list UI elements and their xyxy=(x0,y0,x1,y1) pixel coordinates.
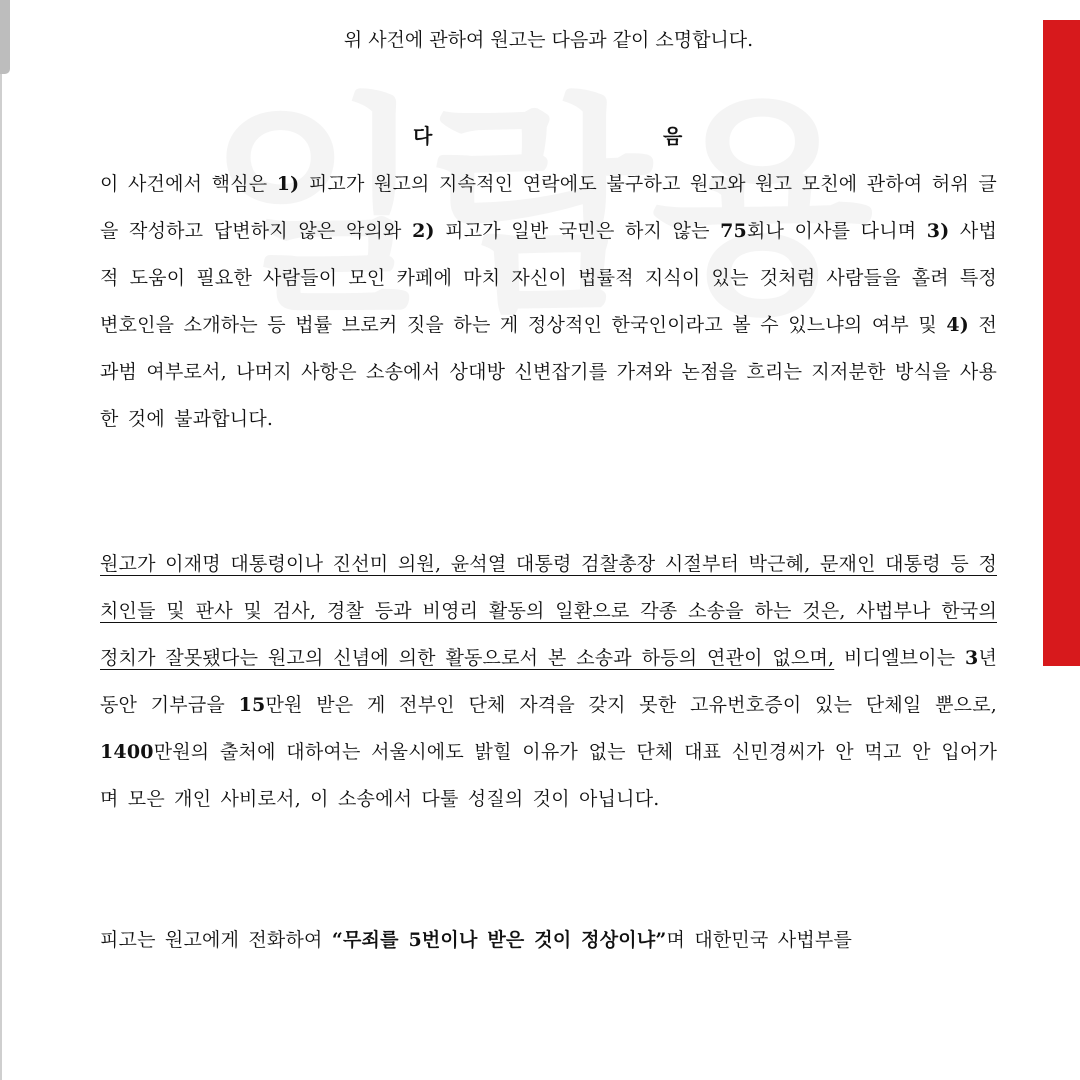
para1-num-4: 3) xyxy=(926,220,950,242)
intro-line: 위 사건에 관하여 원고는 다음과 같이 소명합니다. xyxy=(343,29,754,51)
paragraph-plaintiff-activities xyxy=(100,541,997,823)
heading-left-char: 다 xyxy=(413,124,433,148)
paragraph-defendant-call xyxy=(100,917,997,964)
paragraph-core-issues xyxy=(100,161,997,443)
page-left-edge xyxy=(0,0,2,1080)
para2-num-3: 1400 xyxy=(100,741,154,763)
para1-text-5: 사법적 도움이 필요한 사람들이 모인 카페에 마치 자신이 법률적 지식이 있는 것처럼 사람들을 홀려 특정 변호인을 소개하는 등 법률 브로커 짓을 하는 게 정상적인 한국인이라고 볼 수 있느냐의 여부 및 xyxy=(100,220,997,336)
para3-num-1: 5 xyxy=(408,929,422,951)
para2-num-1: 3 xyxy=(965,647,979,669)
para3-quote-2: 번이나 받은 것이 정상이냐” xyxy=(421,929,667,951)
para3-quote-1: “무죄를 xyxy=(331,929,409,951)
section-heading xyxy=(100,120,997,148)
para1-num-1: 1) xyxy=(276,173,300,195)
para1-text-2: 피고가 원고의 지속적인 연락에도 불구하고 원고와 원고 모친에 관하여 허위 글을 작성하고 답변하지 않은 악의와 xyxy=(100,173,997,242)
para1-num-2: 2) xyxy=(412,220,435,242)
para1-num-5: 4) xyxy=(946,314,970,336)
para1-text-4: 회나 이사를 다니며 xyxy=(746,220,927,242)
para2-text-1: 비디엘브이는 xyxy=(834,647,966,669)
para2-underlined-text: 원고가 이재명 대통령이나 진선미 의원, 윤석열 대통령 검찰총장 시절부터 박근혜, 문재인 대통령 등 정치인들 및 판사 및 검사, 경찰 등과 비영리 활동의 일환으로 각종 소송을 하는 것은, 사법부나 한국의 정치가 잘못됐다는 원고의 신념에 의한 활동으로서 본 소송과 하등의 연관이 없으며, xyxy=(100,553,997,669)
para3-text-2: 며 대한민국 사법부를 xyxy=(666,929,852,951)
para1-num-3: 75 xyxy=(720,220,747,242)
para2-text-2: 년 동안 기부금을 xyxy=(100,647,997,716)
heading-right-char: 음 xyxy=(663,124,683,148)
para1-text-1: 이 사건에서 핵심은 xyxy=(100,173,277,195)
para1-text-6: 전과범 여부로서, 나머지 사항은 소송에서 상대방 신변잡기를 가져와 논점을 흐리는 지저분한 방식을 사용한 것에 불과합니다. xyxy=(100,314,997,430)
para3-text-1: 피고는 원고에게 전화하여 xyxy=(100,929,332,951)
red-side-bar xyxy=(1043,20,1080,666)
para2-num-2: 15 xyxy=(238,694,266,716)
para1-text-3: 피고가 일반 국민은 하지 않는 xyxy=(434,220,721,242)
scrollbar-thumb[interactable] xyxy=(0,0,10,74)
para2-text-4: 만원의 출처에 대하여는 서울시에도 밝힐 이유가 없는 단체 대표 신민경씨가 안 먹고 안 입어가며 모은 개인 사비로서, 이 소송에서 다툴 성질의 것이 아닙니다. xyxy=(100,741,997,810)
para2-text-3: 만원 받은 게 전부인 단체 자격을 갖지 못한 고유번호증이 있는 단체일 뿐으로, xyxy=(265,694,997,716)
